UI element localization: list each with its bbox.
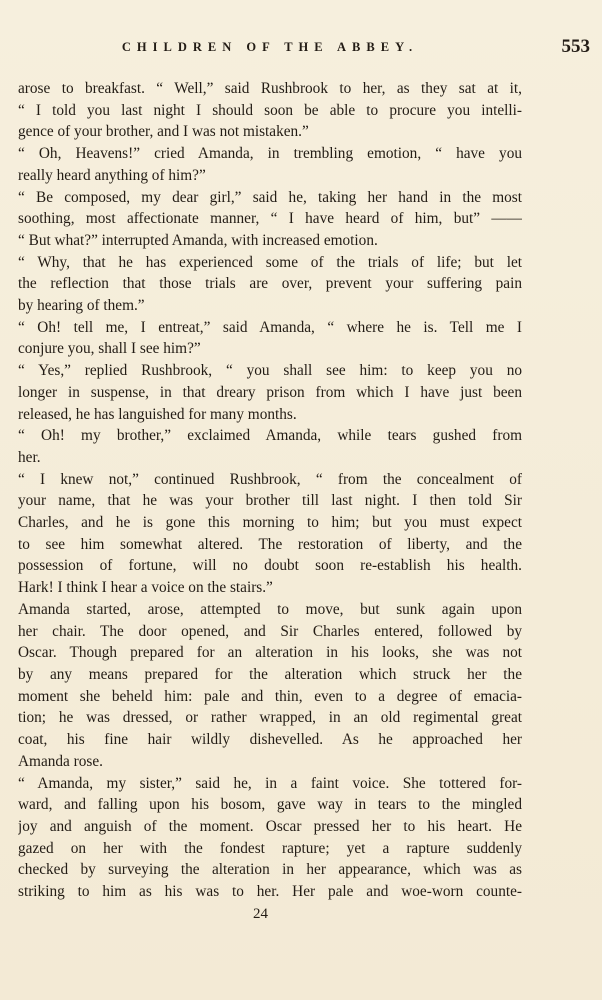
text-line: “ Why, that he has experienced some of the trials of life; but let	[18, 253, 522, 271]
text-line: moment she beheld him: pale and thin, even to a degree of emacia-	[18, 687, 522, 705]
text-line: striking to him as his was to her. Her pale and woe-worn counte-	[18, 883, 522, 901]
text-line: “ Oh! my brother,” exclaimed Amanda, while tears gushed from	[18, 427, 522, 445]
text-line: her chair. The door opened, and Sir Charles entered, followed by	[18, 622, 522, 640]
text-line: Charles, and he is gone this morning to him; but you must expect	[18, 514, 522, 532]
text-line: “ But what?” interrupted Amanda, with increased emotion.	[18, 231, 378, 249]
text-line: coat, his fine hair wildly dishevelled. As he approached her	[18, 731, 522, 749]
text-line: “ I knew not,” continued Rushbrook, “ from the concealment of	[18, 470, 522, 488]
text-line: Amanda started, arose, attempted to move, but sunk again upon	[18, 600, 522, 618]
page-number: 553	[561, 36, 590, 57]
text-line: “ Oh! tell me, I entreat,” said Amanda, “ where he is. Tell me I	[18, 318, 522, 336]
text-line: “ Be composed, my dear girl,” said he, taking her hand in the most	[18, 188, 522, 206]
text-line: by any means prepared for the alteration which struck her the	[18, 665, 522, 683]
text-line: possession of fortune, will no doubt soon re-establish his health.	[18, 557, 522, 575]
text-line: checked by surveying the alteration in her appearance, which was as	[18, 861, 522, 879]
text-line: tion; he was dressed, or rather wrapped, in an old regimental great	[18, 709, 522, 727]
text-line: arose to breakfast. “ Well,” said Rushbrook to her, as they sat at it,	[18, 80, 522, 97]
running-title: CHILDREN OF THE ABBEY.	[121, 40, 419, 54]
text-line: “ Amanda, my sister,” said he, in a faint voice. She tottered for-	[18, 774, 522, 792]
body-text	[18, 78, 522, 903]
text-line: soothing, most affectionate manner, “ I have heard of him, but” ——	[18, 210, 522, 228]
text-line: her.	[18, 448, 41, 466]
text-line: the reflection that those trials are over, prevent your suffering pain	[18, 275, 522, 293]
text-line: “ I told you last night I should soon be able to procure you intelli-	[18, 101, 522, 119]
text-line: gazed on her with the fondest rapture; yet a rapture suddenly	[18, 839, 522, 857]
text-line: released, he has languished for many months.	[18, 405, 297, 423]
text-line: your name, that he was your brother till last night. I then told Sir	[18, 492, 522, 510]
text-line: to see him somewhat altered. The restoration of liberty, and the	[18, 535, 522, 553]
text-line: really heard anything of him?”	[18, 166, 206, 184]
text-line: joy and anguish of the moment. Oscar pressed her to his heart. He	[18, 817, 522, 835]
text-line: longer in suspense, in that dreary prison from which I have just been	[18, 383, 522, 401]
text-line: Hark! I think I hear a voice on the stairs.”	[18, 579, 273, 597]
text-line: Oscar. Though prepared for an alteration in his looks, she was not	[18, 644, 522, 662]
text-line: by hearing of them.”	[18, 297, 145, 315]
text-line: ward, and falling upon his bosom, gave way in tears to the mingled	[18, 796, 522, 814]
text-line: gence of your brother, and I was not mistaken.”	[18, 123, 309, 141]
signature-mark: 24	[253, 906, 268, 922]
text-line: “ Yes,” replied Rushbrook, “ you shall see him: to keep you no	[18, 362, 522, 380]
text-line: Amanda rose.	[18, 752, 103, 770]
text-line: “ Oh, Heavens!” cried Amanda, in trembling emotion, “ have you	[18, 145, 522, 163]
text-line: conjure you, shall I see him?”	[18, 340, 201, 358]
